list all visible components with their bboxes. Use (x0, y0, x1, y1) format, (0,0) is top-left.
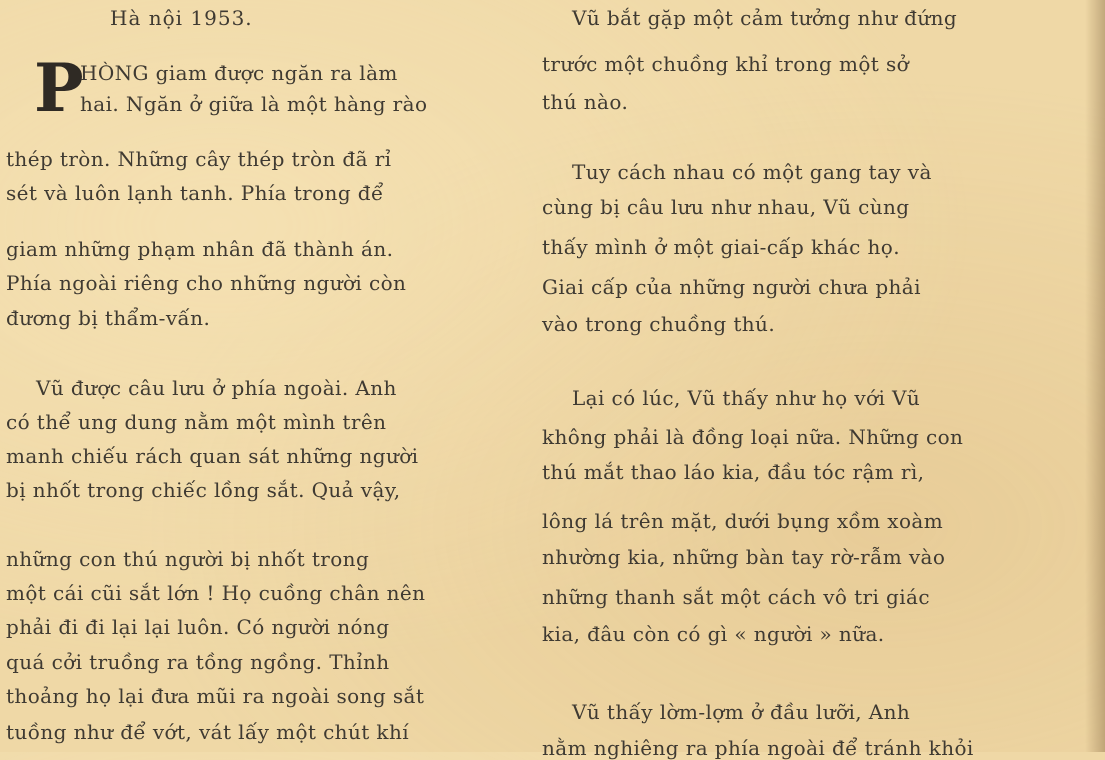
text-line: giam những phạm nhân đã thành án. (6, 237, 394, 261)
text-line: quá cởi truồng ra tồng ngồng. Thỉnh (6, 650, 390, 674)
text-line: HÒNG gi​am được ngăn ra làm (80, 61, 398, 85)
text-line: hai. Ngăn ở giữa là một hàng rào (80, 92, 428, 116)
text-line: phải đi đi lại lại luôn. Có người nóng (6, 615, 390, 639)
text-line: lông lá trên mặt, dưới bụng xồm xoàm (542, 509, 944, 533)
text-line: bị nhốt trong chiếc lồng sắt. Quả vậy, (6, 478, 401, 502)
text-line: kia, đâu còn có gì « người » nữa. (542, 622, 885, 646)
text-line: thoảng họ lại đưa mũi ra ngoài song sắt (6, 684, 425, 708)
text-line: có thể ung dung nằm một mình trên (6, 410, 387, 434)
text-line: sét và luôn lạnh tanh. Phía trong để (6, 181, 384, 205)
text-line: những con thú người bị nhốt trong (6, 547, 370, 571)
text-line: nhường kia, những bàn tay rờ-rẫm vào (542, 545, 946, 569)
page-edge-shadow (1085, 0, 1105, 752)
text-line: thú mắt thao láo kia, đầu tóc rậm rì, (542, 460, 925, 484)
text-line: đương bị thẩm-vấn. (6, 306, 211, 330)
dateline: Hà nội 1953. (110, 6, 253, 30)
text-line: thấy mình ở một giai-cấp khác họ. (542, 235, 900, 259)
text-line: vào trong chuồng thú. (542, 312, 776, 336)
text-line: nằm nghiêng ra phía ngoài để tránh khỏi (542, 736, 974, 760)
text-line: Lại có lúc, Vũ thấy như họ với Vũ (572, 386, 921, 410)
text-line: Vũ bắt gặp một cảm tưởng như đứng (572, 6, 958, 30)
text-line: cùng bị câu lưu như nhau, Vũ cùng (542, 195, 910, 219)
text-line: thép tròn. Những cây thép tròn đã rỉ (6, 147, 392, 171)
text-line: Tuy cách nhau có một gang tay và (572, 160, 932, 184)
text-line: trước một chuồng khỉ trong một sở (542, 52, 910, 76)
text-line: Giai cấp của những người chưa phải (542, 275, 921, 299)
text-line: một cái cũi sắt lớn ! Họ cuồng chân nên (6, 581, 426, 605)
text-line: tuồng như để vớt, vát lấy một chút khí (6, 720, 410, 744)
drop-cap: P (34, 49, 84, 127)
text-line: không phải là đồng loại nữa. Những con (542, 425, 964, 449)
text-line: thú nào. (542, 90, 629, 114)
text-line: Vũ được câu lưu ở phía ngoài. Anh (36, 376, 397, 400)
text-line: manh chiếu rách quan sát những người (6, 444, 419, 468)
text-line: những thanh sắt một cách vô tri giác (542, 585, 930, 609)
text-line: Phía ngoài riêng cho những người còn (6, 271, 407, 295)
text-line: Vũ thấy lờm-lợm ở đầu lưỡi, Anh (572, 700, 911, 724)
